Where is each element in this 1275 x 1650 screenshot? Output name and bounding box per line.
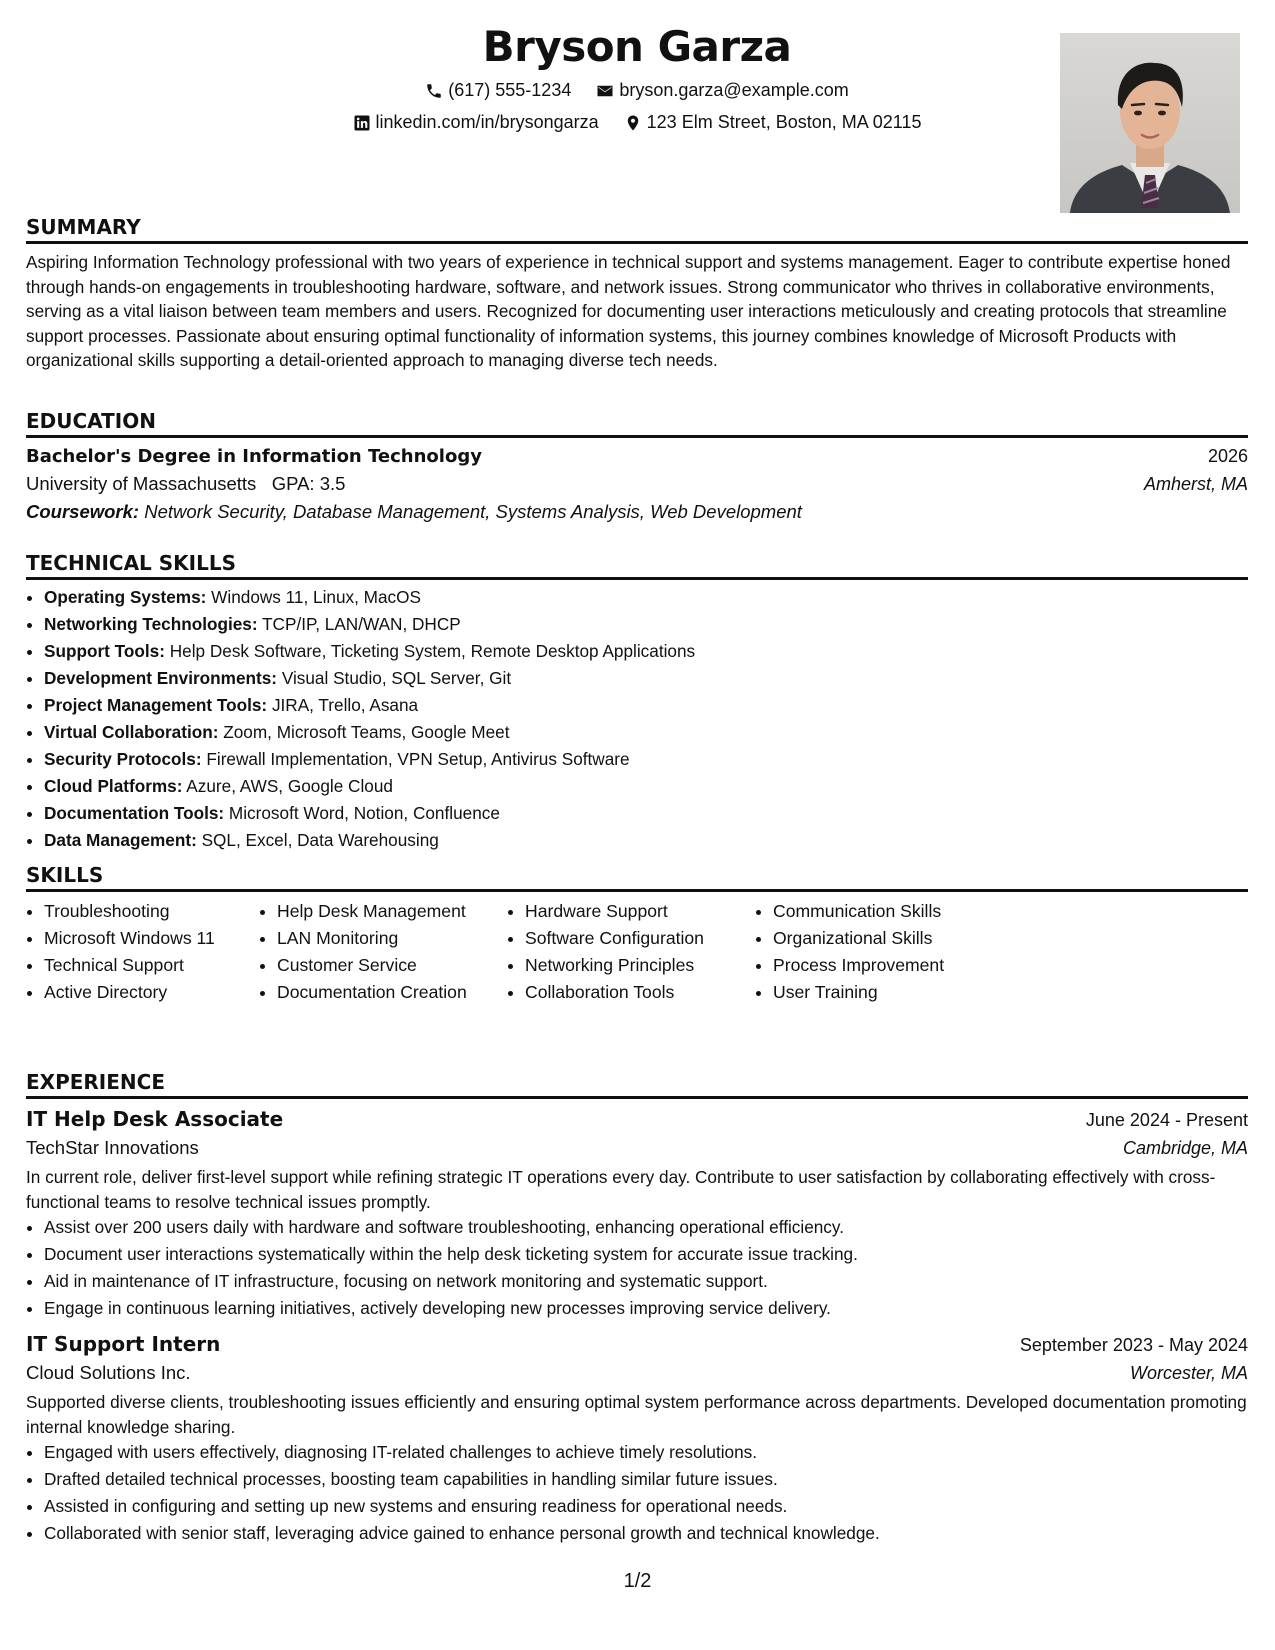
list-item: • Organizational Skills (773, 925, 1013, 952)
list-item: • Help Desk Management (277, 898, 507, 925)
phone-icon (425, 82, 443, 100)
linkedin-icon (353, 114, 371, 132)
skill-category: Virtual Collaboration: (44, 722, 219, 742)
envelope-icon (596, 82, 614, 100)
summary-text: Aspiring Information Technology professional with two years of experience in technical support and systems management. Eager to contribute expertise honed through hands-on engagements in troubleshooting hardware, software, and network issues. Strong communicator who thrives in collaborative environments, serving as a vital liaison between team members and users. Recognized for documenting user interactions meticulously and creating protocols that streamline support processes. Passionate about ensuring optimal functionality of information systems, this journey combines knowledge of Microsoft Products with organizational skills supporting a detail-oriented approach to managing diverse tech needs. (26, 252, 1231, 370)
list-item: • Technical Support (44, 952, 259, 979)
technical-skills-section (26, 550, 1248, 854)
school-location: Amherst, MA (1143, 474, 1248, 494)
section-divider (26, 889, 1248, 892)
list-item: • Software Configuration (525, 925, 755, 952)
technical-skills-list (26, 584, 1248, 854)
job-entry (26, 1332, 1248, 1547)
job-location: Cambridge, MA (1122, 1138, 1248, 1158)
list-item (44, 746, 1248, 773)
list-item: • Aid in maintenance of IT infrastructure, focusing on network monitoring and systematic support. (44, 1268, 1248, 1295)
coursework-label: Coursework: (26, 501, 140, 522)
section-divider (26, 435, 1248, 438)
skill-category: Cloud Platforms: (44, 776, 183, 796)
job-description: In current role, deliver first-level support while refining strategic IT operations every day. Contribute to user satisfaction by collaborating effectively with cross-functional teams to resolve technical issues promptly. (26, 1167, 1216, 1212)
list-item: • LAN Monitoring (277, 925, 507, 952)
skill-values: Zoom, Microsoft Teams, Google Meet (223, 722, 510, 742)
list-item (44, 827, 1248, 854)
section-title-experience: EXPERIENCE (26, 1070, 165, 1094)
list-item (44, 719, 1248, 746)
skill-values: SQL, Excel, Data Warehousing (201, 830, 439, 850)
skill-category: Operating Systems: (44, 587, 207, 607)
skills-column-2 (259, 898, 507, 1006)
job-company-row (26, 1137, 1248, 1159)
skills-column-3 (507, 898, 755, 1006)
skills-section (26, 862, 1248, 1006)
list-item: • Collaborated with senior staff, leveraging advice gained to enhance personal growth and technical knowledge. (44, 1520, 1248, 1547)
school-info (26, 473, 345, 495)
skill-category: Project Management Tools: (44, 695, 268, 715)
list-item: • Assist over 200 users daily with hardware and software troubleshooting, enhancing operational efficiency. (44, 1214, 1248, 1241)
list-item: • Process Improvement (773, 952, 1013, 979)
list-item: • Customer Service (277, 952, 507, 979)
job-description: Supported diverse clients, troubleshooting issues efficiently and ensuring optimal system performance across departments. Developed documentation promoting internal knowledge sharing. (26, 1392, 1247, 1437)
skill-category: Networking Technologies: (44, 614, 258, 634)
email-contact[interactable] (596, 80, 848, 101)
company-name: Cloud Solutions Inc. (26, 1362, 191, 1383)
phone-number: (617) 555-1234 (448, 80, 572, 100)
school-name: University of Massachusetts (26, 473, 257, 494)
skill-values: Windows 11, Linux, MacOS (211, 587, 421, 607)
section-divider (26, 241, 1248, 244)
list-item: • Engaged with users effectively, diagnosing IT-related challenges to achieve timely resolutions. (44, 1439, 1248, 1466)
skill-category: Documentation Tools: (44, 803, 225, 823)
skill-category: Data Management: (44, 830, 197, 850)
list-item: • Documentation Creation (277, 979, 507, 1006)
job-title: IT Help Desk Associate (26, 1107, 284, 1131)
section-title-education: EDUCATION (26, 409, 156, 433)
summary-section (26, 214, 1248, 373)
list-item: • Assisted in configuring and setting up new systems and ensuring readiness for operational needs. (44, 1493, 1248, 1520)
job-dates: June 2024 - Present (1085, 1110, 1248, 1130)
skill-values: Microsoft Word, Notion, Confluence (228, 803, 500, 823)
list-item: • User Training (773, 979, 1013, 1006)
gpa: GPA: 3.5 (271, 473, 346, 494)
skills-columns (26, 898, 1248, 1006)
list-item (44, 800, 1248, 827)
street-address: 123 Elm Street, Boston, MA 02115 (646, 112, 922, 132)
list-item (44, 638, 1248, 665)
section-divider (26, 577, 1248, 580)
section-title-skills: SKILLS (26, 863, 104, 887)
skill-values: Help Desk Software, Ticketing System, Remote Desktop Applications (169, 641, 696, 661)
list-item: • Engage in continuous learning initiatives, actively developing new processes improving service delivery. (44, 1295, 1248, 1322)
education-school-row (26, 473, 1248, 495)
list-item: • Networking Principles (525, 952, 755, 979)
phone-contact (425, 80, 571, 101)
list-item (44, 773, 1248, 800)
section-divider (26, 1096, 1248, 1099)
list-item: • Hardware Support (525, 898, 755, 925)
list-item (44, 584, 1248, 611)
job-location: Worcester, MA (1129, 1363, 1248, 1383)
job-title: IT Support Intern (26, 1332, 221, 1356)
coursework-list: Network Security, Database Management, Systems Analysis, Web Development (144, 501, 802, 522)
email-address[interactable]: bryson.garza@example.com (619, 80, 849, 100)
skill-values: Firewall Implementation, VPN Setup, Antivirus Software (206, 749, 630, 769)
list-item: • Drafted detailed technical processes, boosting team capabilities in handling similar future issues. (44, 1466, 1248, 1493)
linkedin-url[interactable]: linkedin.com/in/brysongarza (375, 112, 599, 132)
skill-values: Visual Studio, SQL Server, Git (281, 668, 512, 688)
job-header (26, 1332, 1248, 1356)
profile-photo (1060, 33, 1240, 213)
experience-section (26, 1069, 1248, 1547)
list-item (44, 692, 1248, 719)
skills-column-4 (755, 898, 1013, 1006)
list-item (44, 611, 1248, 638)
education-degree-row (26, 446, 1248, 467)
job-header (26, 1107, 1248, 1131)
skill-values: TCP/IP, LAN/WAN, DHCP (262, 614, 461, 634)
education-section (26, 408, 1248, 523)
resume-header (26, 0, 1248, 220)
list-item: • Microsoft Windows 11 (44, 925, 259, 952)
coursework (26, 501, 1248, 523)
linkedin-contact[interactable] (353, 112, 599, 133)
map-pin-icon (624, 114, 642, 132)
address-contact (624, 112, 922, 133)
list-item (44, 665, 1248, 692)
section-title-technical-skills: TECHNICAL SKILLS (26, 551, 236, 575)
list-item: • Active Directory (44, 979, 259, 1006)
job-bullets (26, 1439, 1248, 1547)
page-number: 1/2 (623, 1570, 652, 1592)
graduation-year: 2026 (1207, 446, 1248, 466)
skill-category: Security Protocols: (44, 749, 202, 769)
list-item: • Document user interactions systematically within the help desk ticketing system for accurate issue tracking. (44, 1241, 1248, 1268)
job-dates: September 2023 - May 2024 (1019, 1335, 1248, 1355)
resume-page (26, 0, 1248, 1650)
company-name: TechStar Innovations (26, 1137, 199, 1158)
degree-name: Bachelor's Degree in Information Technology (26, 446, 482, 467)
candidate-name: Bryson Garza (482, 22, 792, 71)
skill-category: Support Tools: (44, 641, 165, 661)
job-bullets (26, 1214, 1248, 1322)
skills-column-1 (26, 898, 259, 1006)
section-title-summary: SUMMARY (26, 215, 141, 239)
job-company-row (26, 1362, 1248, 1384)
skill-category: Development Environments: (44, 668, 278, 688)
list-item: • Troubleshooting (44, 898, 259, 925)
job-entry (26, 1107, 1248, 1322)
skill-values: Azure, AWS, Google Cloud (186, 776, 393, 796)
list-item: • Collaboration Tools (525, 979, 755, 1006)
list-item: • Communication Skills (773, 898, 1013, 925)
skill-values: JIRA, Trello, Asana (271, 695, 419, 715)
